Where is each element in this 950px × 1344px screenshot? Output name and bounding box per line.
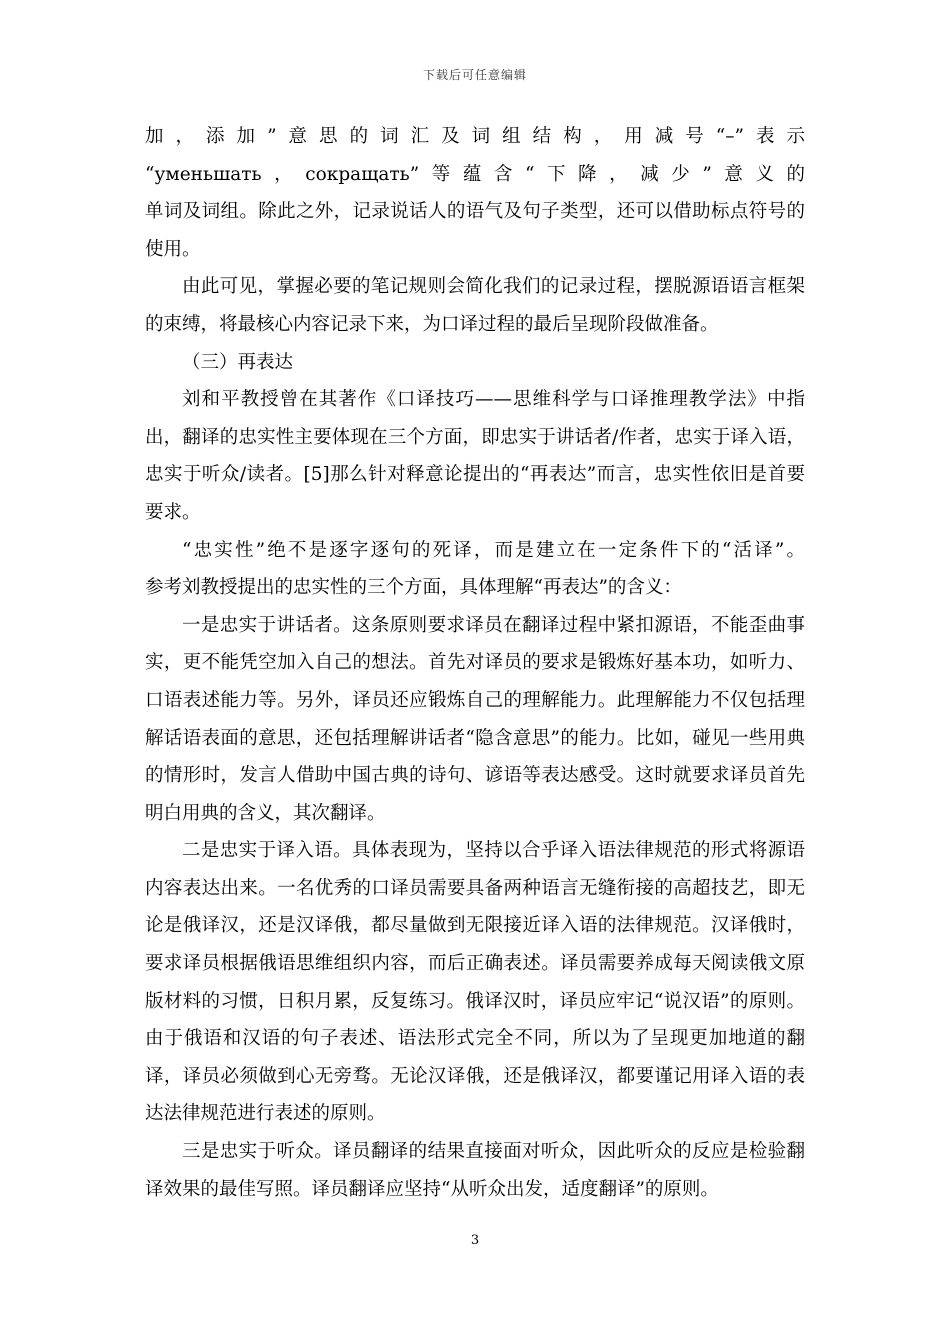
paragraph-line: “忠实性”绝不是逐字逐句的死译，而是建立在一定条件下的“活译”。 <box>182 539 805 561</box>
paragraph-liu-heping: 刘和平教授曾在其著作《口译技巧——思维科学与口译推理教学法》中指出，翻译的忠实性主要体现在三个方面，即忠实于讲话者/作者，忠实于译入语，忠实于听众/读者。[5]那么针对释意论提出的“再表达”而言，忠实性依旧是首要要求。 <box>145 389 805 523</box>
section-heading: （三）再表达 <box>182 351 294 373</box>
document-body <box>145 118 805 1208</box>
paragraph-text: 参考刘教授提出的忠实性的三个方面，具体理解“再表达”的含义： <box>145 577 682 599</box>
paragraph-faithful-to-audience: 三是忠实于听众。译员翻译的结果直接面对听众，因此听众的反应是检验翻译效果的最佳写照。译员翻译应坚持“从听众出发，适度翻译”的原则。 <box>145 1141 805 1200</box>
paragraph-line: “уменьшать，сокращать”等蕴含“下降，减少”意义的 <box>145 163 805 185</box>
paragraph-text: 单词及词组。除此之外，记录说话人的语气及句子类型，还可以借助标点符号的使用。 <box>145 201 805 260</box>
paragraph-faithful-to-speaker: 一是忠实于讲话者。这条原则要求译员在翻译过程中紧扣源语，不能歪曲事实，更不能凭空加入自己的想法。首先对译员的要求是锻炼好基本功，如听力、口语表述能力等。另外，译员还应锻炼自己的理解能力。此理解能力不仅包括理解话语表面的意思，还包括理解讲话者“隐含意思”的能力。比如，碰见一些用典的情形时，发言人借助中国古典的诗句、谚语等表达感受。这时就要求译员首先明白用典的含义，其次翻译。 <box>145 614 805 824</box>
paragraph-continued <box>145 118 805 268</box>
page-header: 下载后可任意编辑 <box>422 68 527 82</box>
paragraph-line: 加，添加”意思的词汇及词组结构，用减号“–”表示 <box>145 126 805 147</box>
page-number: 3 <box>470 1233 480 1248</box>
paragraph-faithfulness <box>145 532 805 607</box>
paragraph-summary: 由此可见，掌握必要的笔记规则会简化我们的记录过程，摆脱源语语言框架的束缚，将最核心内容记录下来，为口译过程的最后呈现阶段做准备。 <box>145 276 805 335</box>
paragraph-faithful-to-target-language: 二是忠实于译入语。具体表现为，坚持以合乎译入语法律规范的形式将源语内容表达出来。一名优秀的口译员需要具备两种语言无缝衔接的高超技艺，即无论是俄译汉，还是汉译俄，都尽量做到无限接近译入语的法律规范。汉译俄时，要求译员根据俄语思维组织内容，而后正确表述。译员需要养成每天阅读俄文原版材料的习惯，日积月累，反复练习。俄译汉时，译员应牢记“说汉语”的原则。由于俄语和汉语的句子表述、语法形式完全不同，所以为了呈现更加地道的翻译，译员必须做到心无旁骛。无论汉译俄，还是俄译汉，都要谨记用译入语的表达法律规范进行表述的原则。 <box>145 840 805 1125</box>
